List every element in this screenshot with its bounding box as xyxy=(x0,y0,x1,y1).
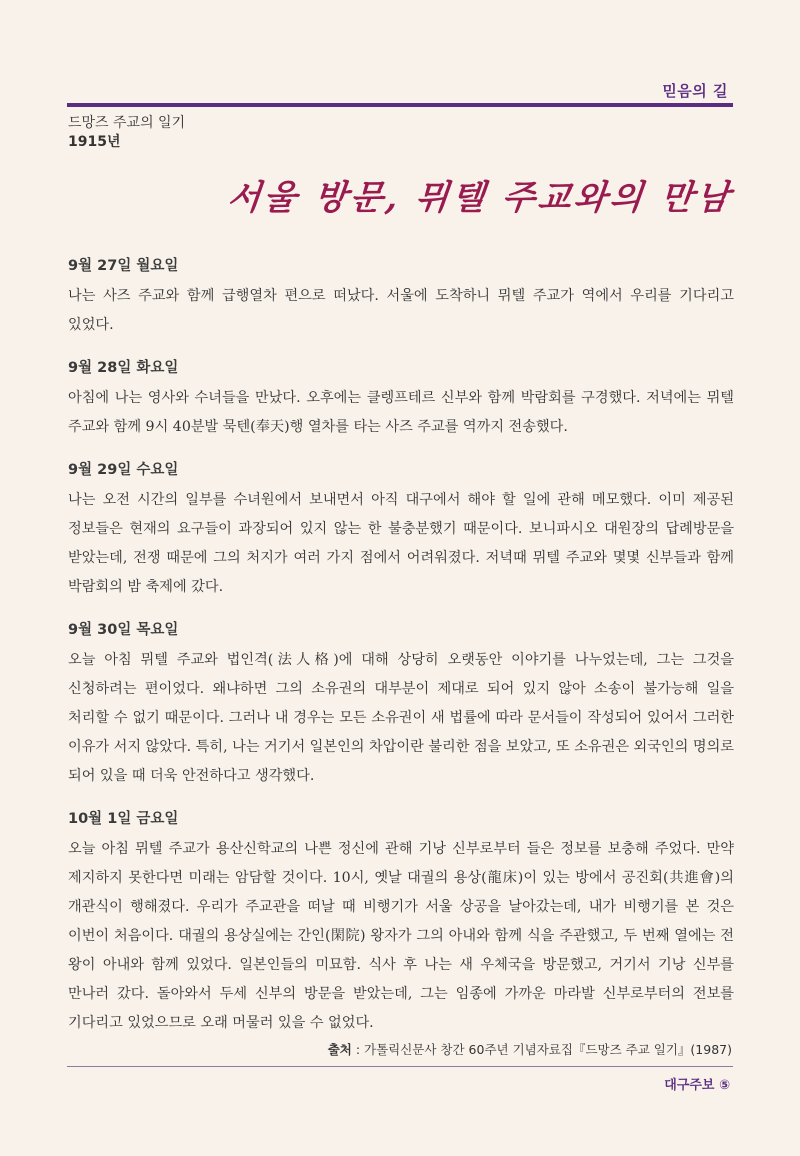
publication-footer: 대구주보 ⑤ xyxy=(664,1078,730,1093)
series-year: 1915년 xyxy=(68,134,121,150)
entry-date: 9월 27일 월요일 xyxy=(68,258,179,274)
entry-body: 아침에 나는 영사와 수녀들을 만났다. 오후에는 클렝프테르 신부와 함께 박람회를 구경했다. 저녁에는 뮈텔 주교와 함께 9시 40분발 묵텐(奉天)행 열차를 타는 사즈 주교를 역까지 전송했다. xyxy=(68,390,734,435)
source-label: 출처 xyxy=(327,1042,352,1057)
section-label: 믿음의 길 xyxy=(662,82,728,100)
article-headline: 서울 방문, 뮈텔 주교와의 만남 xyxy=(225,178,734,218)
entry-date: 10월 1일 금요일 xyxy=(68,811,179,827)
entry-body: 오늘 아침 뮈텔 주교가 용산신학교의 나쁜 정신에 관해 기낭 신부로부터 들은 정보를 보충해 주었다. 만약 제지하지 못한다면 미래는 암담할 것이다. 10시, 옛날 대궐의 용상(龍床)이 있는 방에서 공진회(共進會)의 개관식이 행해졌다. 우리가 주교관을 떠날 때 비행기가 서울 상공을 날아갔는데, 내가 비행기를 본 것은 이번이 처음이다. 대궐의 용상실에는 간인(閑院) 왕자가 그의 아내와 함께 식을 주관했고, 두 번째 열에는 전 왕이 아내와 함께 있었다. 일본인들의 미묘함. 식사 후 나는 새 우체국을 방문했고, 거기서 기낭 신부를 만나러 갔다. 돌아와서 두세 신부의 방문을 받았는데, 그는 임종에 가까운 마라발 신부로부터의 전보를 기다리고 있었으므로 오래 머물러 있을 수 없었다. xyxy=(68,841,734,1031)
top-divider xyxy=(67,103,733,107)
diary-entry xyxy=(68,256,734,340)
diary-entry xyxy=(68,620,734,791)
source-citation xyxy=(328,1040,732,1058)
diary-entries xyxy=(68,256,734,1056)
entry-body: 오늘 아침 뮈텔 주교와 법인격(法人格)에 대해 상당히 오랫동안 이야기를 나누었는데, 그는 그것을 신청하려는 편이었다. 왜냐하면 그의 소유권의 대부분이 제대로 되어 있지 않아 소송이 불가능해 일을 처리할 수 없기 때문이다. 그러나 내 경우는 모든 소유권이 새 법률에 따라 문서들이 작성되어 있어서 그러한 이유가 서지 않았다. 특히, 나는 거기서 일본인의 차압이란 불리한 점을 보았고, 또 소유권은 외국인의 명의로 되어 있을 때 더욱 안전하다고 생각했다. xyxy=(68,652,734,784)
bottom-divider xyxy=(67,1066,733,1067)
diary-entry xyxy=(68,358,734,442)
diary-entry xyxy=(68,809,734,1038)
entry-body: 나는 사즈 주교와 함께 급행열차 편으로 떠났다. 서울에 도착하니 뮈텔 주교가 역에서 우리를 기다리고 있었다. xyxy=(68,288,734,333)
entry-date: 9월 30일 목요일 xyxy=(68,622,179,638)
diary-entry xyxy=(68,460,734,602)
entry-body: 나는 오전 시간의 일부를 수녀원에서 보내면서 아직 대구에서 해야 할 일에 관해 메모했다. 이미 제공된 정보들은 현재의 요구들이 과장되어 있지 않는 한 불충분했기 때문이다. 보니파시오 대원장의 답례방문을 받았는데, 전쟁 때문에 그의 처지가 여러 가지 점에서 어려워졌다. 저녁때 뮈텔 주교와 몇몇 신부들과 함께 박람회의 밤 축제에 갔다. xyxy=(68,492,734,595)
series-title: 드망즈 주교의 일기 xyxy=(68,115,186,131)
entry-date: 9월 28일 화요일 xyxy=(68,360,179,376)
entry-date: 9월 29일 수요일 xyxy=(68,462,179,478)
source-text: : 가톨릭신문사 창간 60주년 기념자료집『드망즈 주교 일기』(1987) xyxy=(351,1042,732,1057)
